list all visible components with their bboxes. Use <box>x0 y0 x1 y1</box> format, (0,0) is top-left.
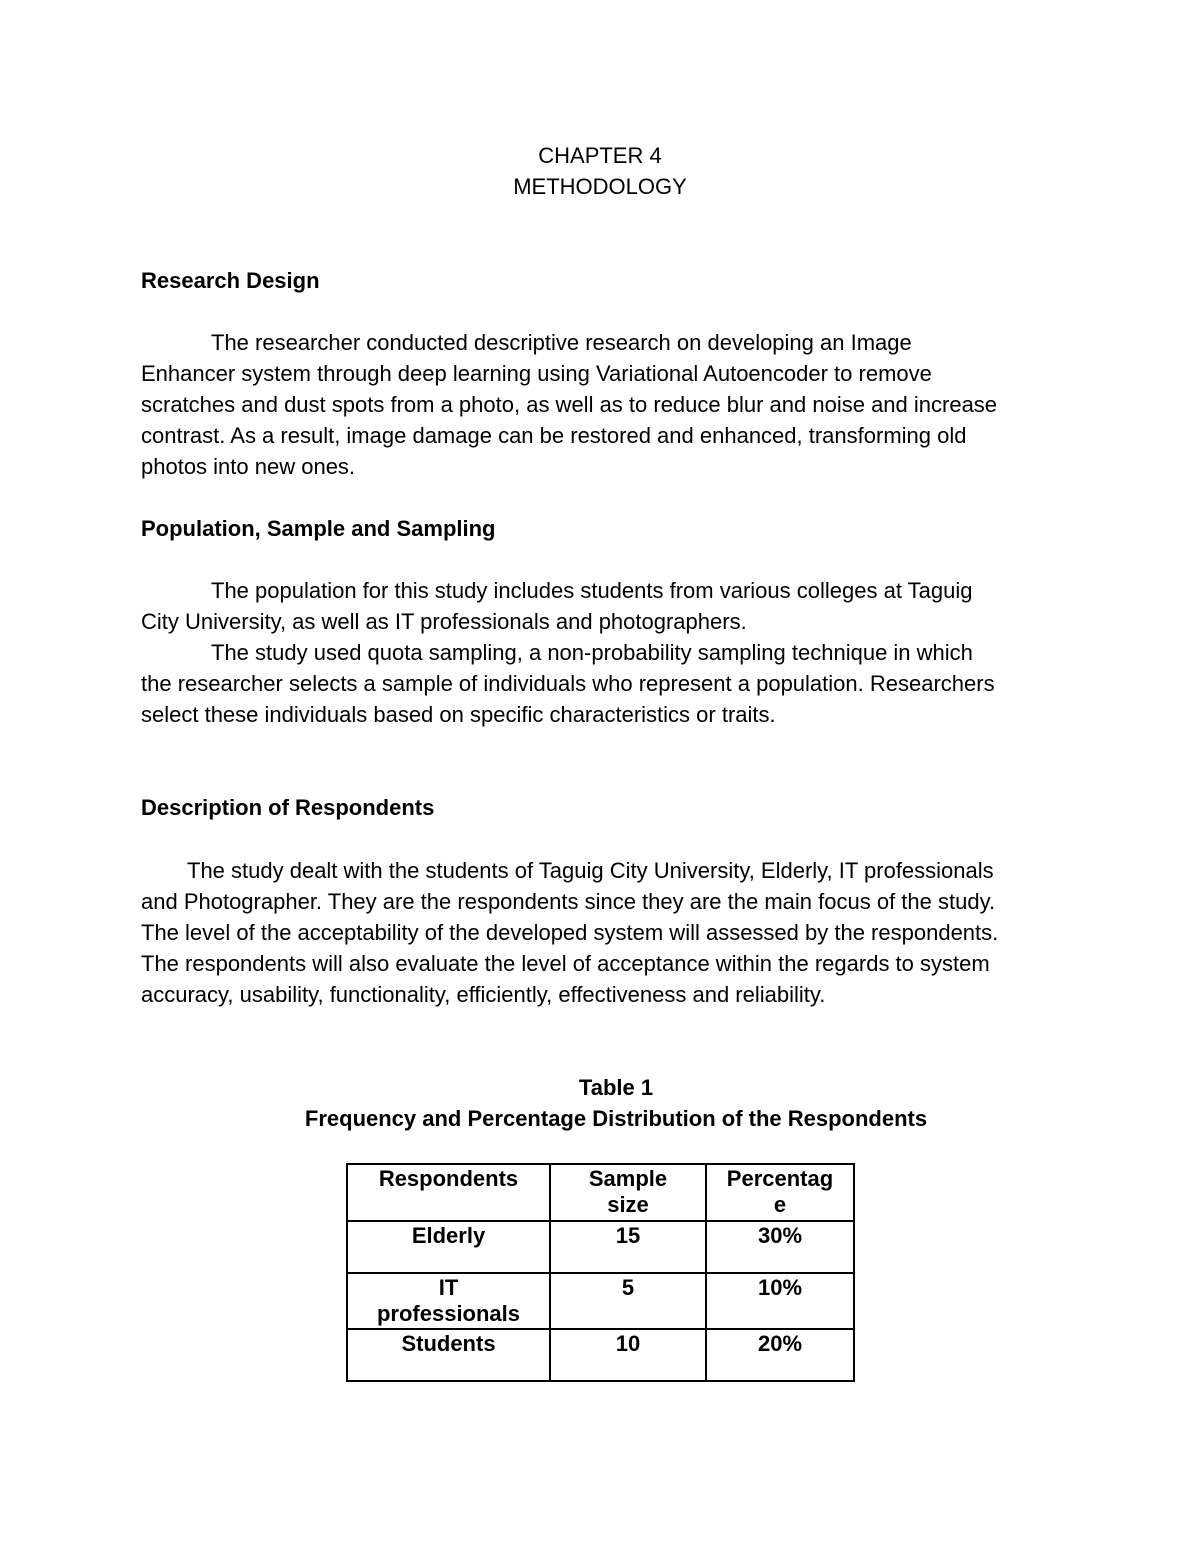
header-text: e <box>773 1192 787 1217</box>
cell-sample-size: 10 <box>550 1329 706 1381</box>
cell-respondent <box>347 1273 550 1329</box>
cell-respondent <box>347 1329 550 1381</box>
cell-text: Students <box>401 1331 496 1356</box>
section-heading-population-sampling: Population, Sample and Sampling <box>141 516 496 541</box>
header-text: Percentag <box>726 1166 834 1191</box>
cell-percentage: 30% <box>706 1221 854 1273</box>
paragraph-line: The population for this study includes students from various colleges at Taguig <box>211 578 973 603</box>
paragraph-line: The study used quota sampling, a non-probability sampling technique in which <box>211 640 973 665</box>
chapter-title: METHODOLOGY <box>513 174 687 199</box>
paragraph-line: The respondents will also evaluate the level of acceptance within the regards to system <box>141 951 990 976</box>
table-label: Table 1 <box>578 1075 654 1100</box>
header-text: Sample <box>588 1166 668 1191</box>
cell-text: professionals <box>376 1301 521 1326</box>
paragraph-line: contrast. As a result, image damage can be restored and enhanced, transforming old <box>141 423 967 448</box>
table-row <box>347 1329 854 1381</box>
table-header-row <box>347 1164 854 1221</box>
cell-sample-size: 5 <box>550 1273 706 1329</box>
cell-respondent <box>347 1221 550 1273</box>
paragraph-line: accuracy, usability, functionality, efficiently, effectiveness and reliability. <box>141 982 826 1007</box>
paragraph-line: The level of the acceptability of the developed system will assessed by the respondents. <box>141 920 999 945</box>
header-cell-respondents <box>347 1164 550 1221</box>
respondents-table <box>346 1163 855 1382</box>
cell-percentage: 20% <box>706 1329 854 1381</box>
section-heading-description-respondents: Description of Respondents <box>141 795 435 820</box>
section-heading-research-design: Research Design <box>141 268 320 293</box>
paragraph-line: scratches and dust spots from a photo, as well as to reduce blur and noise and increase <box>141 392 998 417</box>
header-cell-percentage <box>706 1164 854 1221</box>
paragraph-line: Enhancer system through deep learning using Variational Autoencoder to remove <box>141 361 932 386</box>
paragraph-line: the researcher selects a sample of individuals who represent a population. Researchers <box>141 671 995 696</box>
table-row <box>347 1221 854 1273</box>
cell-text: IT <box>438 1275 459 1300</box>
cell-sample-size: 15 <box>550 1221 706 1273</box>
paragraph-line: The study dealt with the students of Taguig City University, Elderly, IT professionals <box>187 858 994 883</box>
paragraph-line: and Photographer. They are the respondents since they are the main focus of the study. <box>141 889 996 914</box>
paragraph-line: photos into new ones. <box>141 454 356 479</box>
header-text: size <box>607 1192 649 1217</box>
cell-percentage: 10% <box>706 1273 854 1329</box>
chapter-number: CHAPTER 4 <box>538 143 662 168</box>
header-text: Respondents <box>378 1166 519 1191</box>
cell-text: Elderly <box>411 1223 486 1248</box>
paragraph-line: The researcher conducted descriptive research on developing an Image <box>211 330 912 355</box>
table-row <box>347 1273 854 1329</box>
paragraph-line: select these individuals based on specific characteristics or traits. <box>141 702 776 727</box>
table-caption: Frequency and Percentage Distribution of the Respondents <box>304 1106 928 1131</box>
paragraph-line: City University, as well as IT professionals and photographers. <box>141 609 747 634</box>
header-cell-sample-size <box>550 1164 706 1221</box>
